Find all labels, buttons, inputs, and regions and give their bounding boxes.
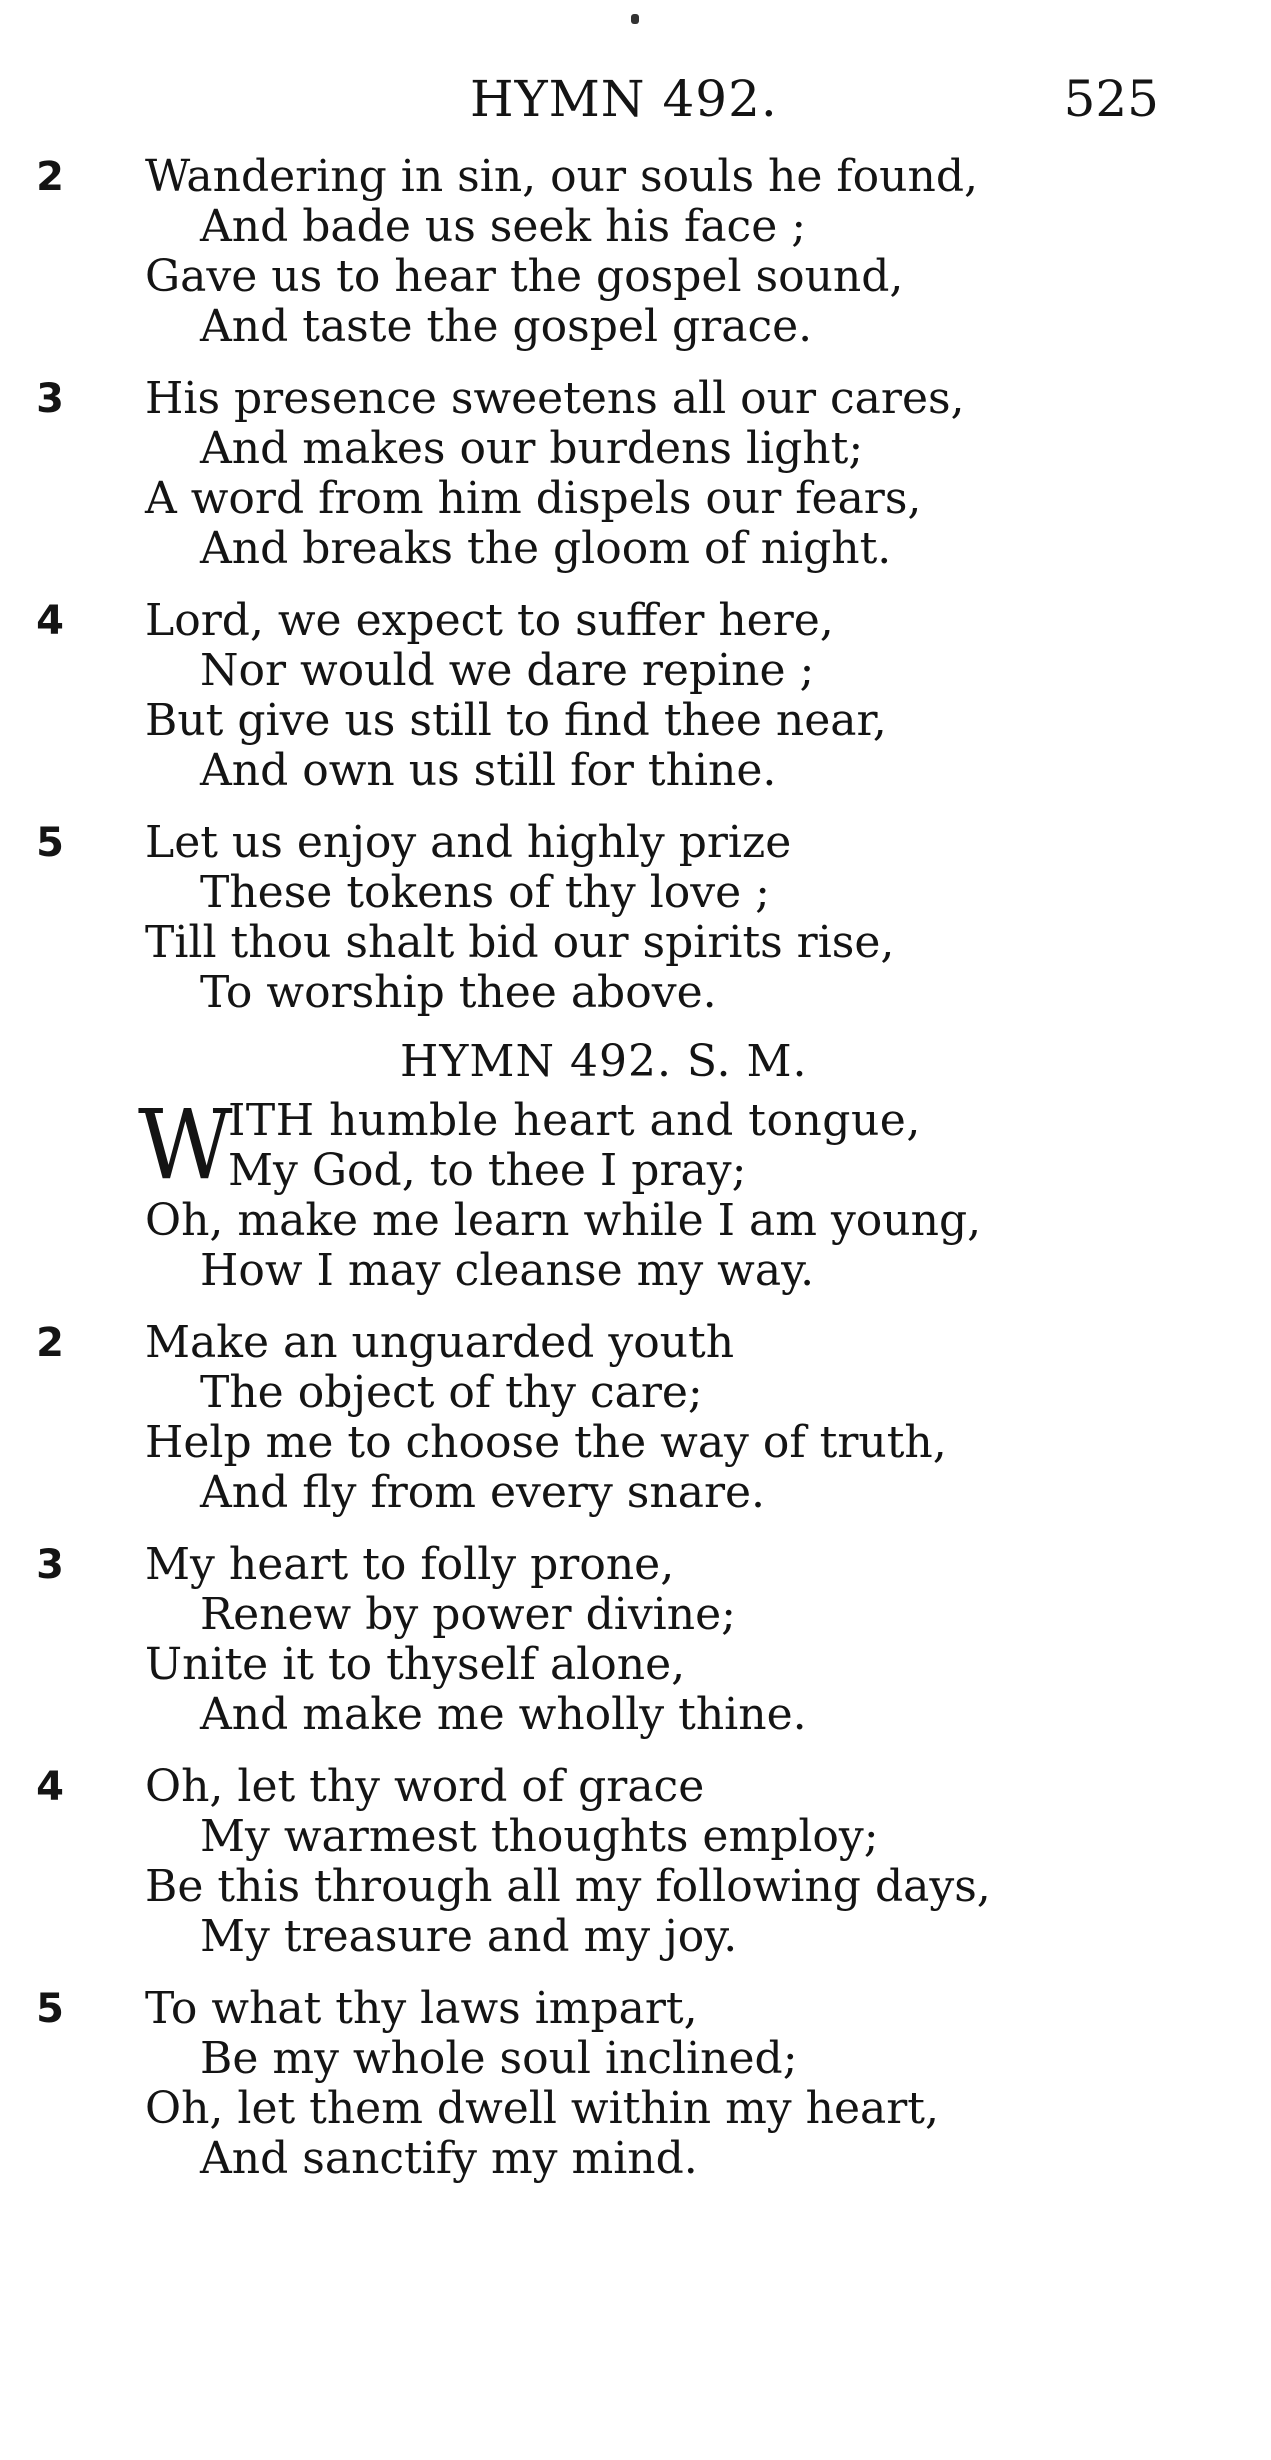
verse-line (0, 868, 1271, 918)
verse-line (0, 1368, 1271, 1418)
verse-line (0, 252, 1271, 302)
verse-line (0, 2134, 1271, 2184)
drop-cap: W (138, 1089, 233, 1202)
verse-text: Unite it to thyself alone, (145, 1639, 686, 1690)
verse-line (0, 1196, 1271, 1246)
verse-text: And sanctify my mind. (200, 2133, 698, 2184)
verse-text: Let us enjoy and highly prize (145, 817, 792, 868)
verse-text: My treasure and my joy. (200, 1911, 738, 1962)
verse-line (0, 1146, 1271, 1196)
verse-line (0, 1590, 1271, 1640)
hymn-stanza-2 (0, 1318, 1271, 1518)
verse-line (0, 302, 1271, 352)
verse-text: Gave us to hear the gospel sound, (145, 251, 904, 302)
page-number: 525 (1063, 70, 1159, 128)
stanza-number: 3 (36, 376, 64, 422)
verse-line (0, 918, 1271, 968)
verse-line (0, 1318, 1271, 1368)
verse-line (0, 646, 1271, 696)
verse-text: To worship thee above. (200, 967, 717, 1018)
verse-text: And fly from every snare. (200, 1467, 765, 1518)
stanza-number: 4 (36, 1764, 64, 1810)
verse-line (0, 1540, 1271, 1590)
verse-text: And make me wholly thine. (200, 1689, 807, 1740)
prev-hymn-stanza-3 (0, 374, 1271, 574)
verse-line (0, 1912, 1271, 1962)
stanza-number: 2 (36, 154, 64, 200)
hymn-heading: HYMN 492. S. M. (400, 1036, 808, 1087)
verse-text: ITH humble heart and tongue, (228, 1095, 921, 1146)
prev-hymn-stanza-5 (0, 818, 1271, 1018)
verse-line (0, 1862, 1271, 1912)
hymn-stanza-4 (0, 1762, 1271, 1962)
verse-text: My God, to thee I pray; (228, 1145, 747, 1196)
verse-text: My warmest thoughts employ; (200, 1811, 879, 1862)
verse-line (0, 524, 1271, 574)
print-mark (631, 14, 639, 24)
hymn-stanza-5 (0, 1984, 1271, 2184)
verse-text: Help me to choose the way of truth, (145, 1417, 947, 1468)
prev-hymn-stanza-4 (0, 596, 1271, 796)
verse-line (0, 818, 1271, 868)
prev-hymn-stanza-2 (0, 152, 1271, 352)
verse-line (0, 374, 1271, 424)
stanza-number: 5 (36, 820, 64, 866)
verse-text: His presence sweetens all our cares, (145, 373, 965, 424)
verse-text: Be this through all my following days, (145, 1861, 991, 1912)
verse-line (0, 1468, 1271, 1518)
verse-text: But give us still to find thee near, (145, 695, 887, 746)
verse-text: And own us still for thine. (200, 745, 777, 796)
page-body (0, 152, 1271, 2206)
stanza-number: 5 (36, 1986, 64, 2032)
stanza-number: 2 (36, 1320, 64, 1366)
hymn-stanza-1 (0, 1089, 1271, 1296)
verse-text: To what thy laws impart, (145, 1983, 698, 2034)
verse-line (0, 2034, 1271, 2084)
verse-text: These tokens of thy love ; (200, 867, 771, 918)
verse-line (0, 696, 1271, 746)
verse-line (0, 1246, 1271, 1296)
verse-text: And taste the gospel grace. (200, 301, 813, 352)
stanza-number: 4 (36, 598, 64, 644)
page-header (0, 70, 1271, 140)
verse-text: Make an unguarded youth (145, 1317, 735, 1368)
verse-line (0, 1418, 1271, 1468)
verse-text: Nor would we dare repine ; (200, 645, 815, 696)
verse-text: Lord, we expect to suffer here, (145, 595, 834, 646)
verse-text: Renew by power divine; (200, 1589, 736, 1640)
verse-text: The object of thy care; (200, 1367, 703, 1418)
verse-line (0, 1812, 1271, 1862)
verse-text: Oh, let thy word of grace (145, 1761, 705, 1812)
verse-text: How I may cleanse my way. (200, 1245, 815, 1296)
verse-text: And bade us seek his face ; (200, 201, 807, 252)
stanza-number: 3 (36, 1542, 64, 1588)
verse-text: A word from him dispels our fears, (145, 473, 922, 524)
verse-line (0, 746, 1271, 796)
verse-text: Till thou shalt bid our spirits rise, (145, 917, 895, 968)
verse-text: My heart to folly prone, (145, 1539, 675, 1590)
verse-line (0, 1690, 1271, 1740)
verse-line (0, 152, 1271, 202)
verse-text: Be my whole soul inclined; (200, 2033, 798, 2084)
verse-line (0, 1762, 1271, 1812)
verse-line (0, 596, 1271, 646)
verse-line (0, 2084, 1271, 2134)
verse-text: And makes our burdens light; (200, 423, 864, 474)
verse-line (0, 1984, 1271, 2034)
hymn-stanza-3 (0, 1540, 1271, 1740)
verse-text: Oh, let them dwell within my heart, (145, 2083, 939, 2134)
verse-text: Oh, make me learn while I am young, (145, 1195, 982, 1246)
running-title: HYMN 492. (470, 70, 778, 128)
verse-line (0, 202, 1271, 252)
verse-line (0, 424, 1271, 474)
verse-text: Wandering in sin, our souls he found, (145, 151, 978, 202)
verse-line (0, 474, 1271, 524)
verse-line (0, 968, 1271, 1018)
verse-line (0, 1640, 1271, 1690)
verse-text: And breaks the gloom of night. (200, 523, 892, 574)
